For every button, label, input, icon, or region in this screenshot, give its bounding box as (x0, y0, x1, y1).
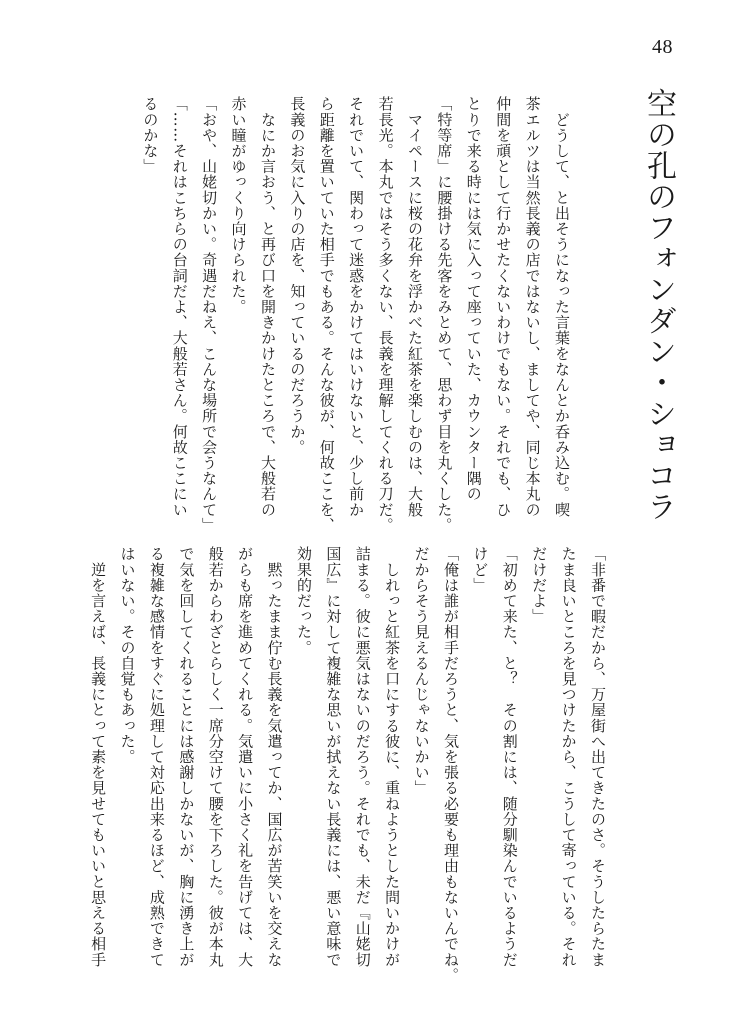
text-line: ら距離を置いていた相手でもある。そんな彼が、何故ここを、 (317, 96, 336, 533)
text-line: 逆を言えば、長義にとって素を見せてもいいと思える相手 (89, 546, 108, 968)
text-line: 赤い瞳がゆっくり向けられた。 (229, 96, 248, 315)
text-line: だけだよ」 (530, 546, 549, 624)
text-line: 仲間を頑として行かせたくないわけでもない。それでも、ひ (494, 96, 513, 518)
text-line: なにか言おう、と再び口を開きかけたところで、大般若の (258, 96, 277, 518)
text-line: がらも席を進めてくれる。気遣いに小さく礼を告げては、大 (236, 546, 255, 968)
text-line: 詰まる。彼に悪気はないのだろう。それでも、未だ『山姥切 (353, 546, 372, 968)
text-line: るのかな」 (141, 96, 160, 174)
text-line: 黙ったまま佇む長義を気遣ってか、国広が苦笑いを交えな (265, 546, 284, 968)
text-line: 「初めて来た、と？ その割には、随分馴染んでいるようだ (500, 546, 519, 968)
text-line: 「おや、山姥切かい。奇遇だねえ、こんな場所で会うなんて」 (200, 96, 219, 533)
upper-text-block (135, 96, 576, 533)
text-line: 国広』に対して複雑な思いが拭えない長義には、悪い意味で (324, 546, 343, 968)
text-line: 「非番で暇だから、万屋街へ出てきたのさ。そうしたらたま (589, 546, 607, 968)
text-line: だからそう見えるんじゃないかい」 (412, 546, 431, 796)
text-line: けど」 (471, 546, 490, 593)
text-line: 効果的だった。 (294, 546, 313, 656)
text-line: 「俺は誰が相手だろうと、気を張る必要も理由もないんでね。 (441, 546, 460, 983)
text-line: 茶エルツは当然長義の店ではないし、ましてや、同じ本丸の (523, 96, 542, 518)
text-line: はいない。その自覚もあった。 (118, 546, 137, 765)
text-line: しれっと紅茶を口にする彼に、重ねようとした問いかけが (383, 546, 402, 968)
lower-text-block (83, 546, 612, 983)
page-number: 48 (652, 36, 673, 58)
text-line: 若長光。本丸ではそう多くない、長義を理解してくれる刀だ。 (376, 96, 395, 533)
text-line: 「……それはこちらの台詞だよ、大般若さん。何故ここにい (170, 96, 189, 518)
text-line: たま良いところを見つけたから、こうして寄っている。それ (559, 546, 578, 968)
text-line: 般若からわざとらしく一席分空けて腰を下ろした。彼が本丸 (206, 546, 225, 968)
text-line: マイペースに桜の花弁を浮かべた紅茶を楽しむのは、大般 (405, 96, 424, 518)
text-line: 長義のお気に入りの店を、知っているのだろうか。 (288, 96, 307, 455)
text-line: で気を回してくれることには感謝しかないが、胸に湧き上が (177, 546, 196, 968)
text-line: どうして、と出そうになった言葉をなんとか呑み込む。喫 (553, 96, 571, 518)
chapter-title: 空の孔のフォンダン・ショコラ (641, 88, 676, 522)
text-line: とりで来る時には気に入って座っていた、カウンター隅の (464, 96, 483, 502)
text-line: る複雑な感情をすぐに処理して対応出来るほど、成熟できて (147, 546, 166, 968)
text-line: それでいて、関わって迷惑をかけてはいけないと、少し前か (347, 96, 366, 518)
text-line: 「特等席」に腰掛ける先客をみとめて、思わず目を丸くした。 (435, 96, 454, 533)
